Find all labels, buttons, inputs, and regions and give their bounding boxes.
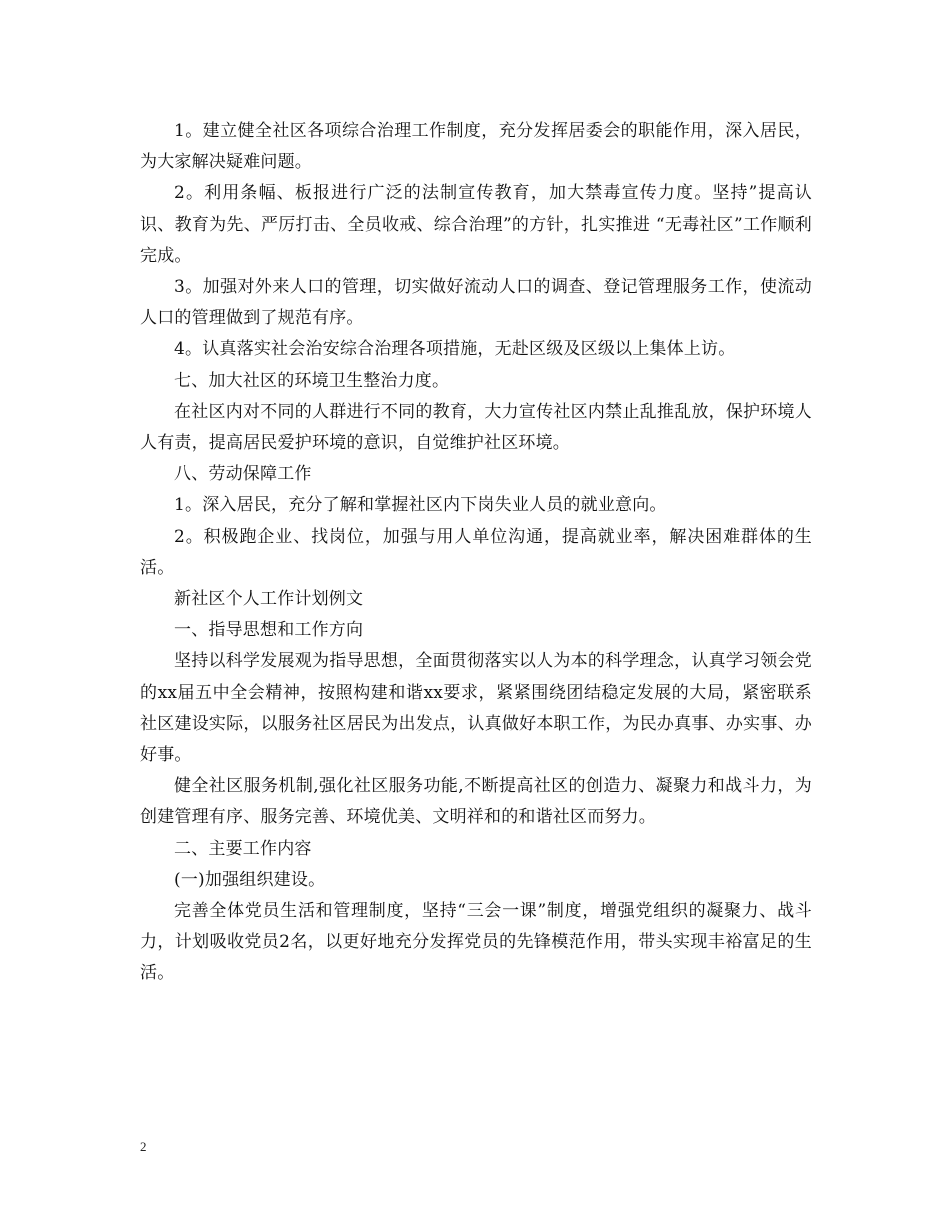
paragraph-labor-2: 2。积极跑企业、找岗位，加强与用人单位沟通，提高就业率，解决困难群体的生活。 xyxy=(140,526,812,578)
paragraph-3: 3。加强对外来人口的管理，切实做好流动人口的调查、登记管理服务工作，使流动人口的管理做到了规范有序。 xyxy=(140,277,812,329)
paragraph-environment: 在社区内对不同的人群进行不同的教育，大力宣传社区内禁止乱推乱放，保护环境人人有责，提高居民爱护环境的意识，自觉维护社区环境。 xyxy=(140,401,812,454)
page-number: 2 xyxy=(140,1139,147,1154)
paragraph-2: 2。利用条幅、板报进行广泛的法制宣传教育，加大禁毒宣传力度。坚持”提高认识、教育为先、严厉打击、全员收戒、综合治理”的方针，扎实推进 “无毒社区”工作顺利完成。 xyxy=(140,183,812,266)
document-body xyxy=(140,116,812,990)
paragraph-organization: 完善全体党员生活和管理制度，坚持“三会一课”制度，增强党组织的凝聚力、战斗力，计划吸收党员2名，以更好地充分发挥党员的先锋模范作用，带头实现丰裕富足的生活。 xyxy=(140,901,812,984)
paragraph-guiding-2: 健全社区服务机制,强化社区服务功能,不断提高社区的创造力、凝聚力和战斗力，为创建管理有序、服务完善、环境优美、文明祥和的和谐社区而努力。 xyxy=(140,776,812,828)
paragraph-guiding-1: 坚持以科学发展观为指导思想，全面贯彻落实以人为本的科学理念，认真学习领会党的xx届五中全会精神，按照构建和谐xx要求，紧紧围绕团结稳定发展的大局，紧密联系社区建设实际，以服务社区居民为出发点，认真做好本职工作，为民办真事、办实事、办好事。 xyxy=(140,651,812,766)
section-heading-main-work: 二、主要工作内容 xyxy=(174,838,312,859)
document-subtitle: 新社区个人工作计划例文 xyxy=(174,589,364,610)
paragraph-1: 1。建立健全社区各项综合治理工作制度，充分发挥居委会的职能作用，深入居民，为大家解决疑难问题。 xyxy=(140,121,812,173)
section-heading-7: 七、加大社区的环境卫生整治力度。 xyxy=(174,370,450,391)
paragraph-4: 4。认真落实社会治安综合治理各项措施，无赴区级及区级以上集体上访。 xyxy=(174,339,736,360)
section-heading-8: 八、劳动保障工作 xyxy=(174,464,312,485)
paragraph-labor-1: 1。深入居民，充分了解和掌握社区内下岗失业人员的就业意向。 xyxy=(174,495,667,516)
section-heading-guiding: 一、指导思想和工作方向 xyxy=(174,620,364,641)
subsection-heading-organization: (一)加强组织建设。 xyxy=(174,869,326,890)
